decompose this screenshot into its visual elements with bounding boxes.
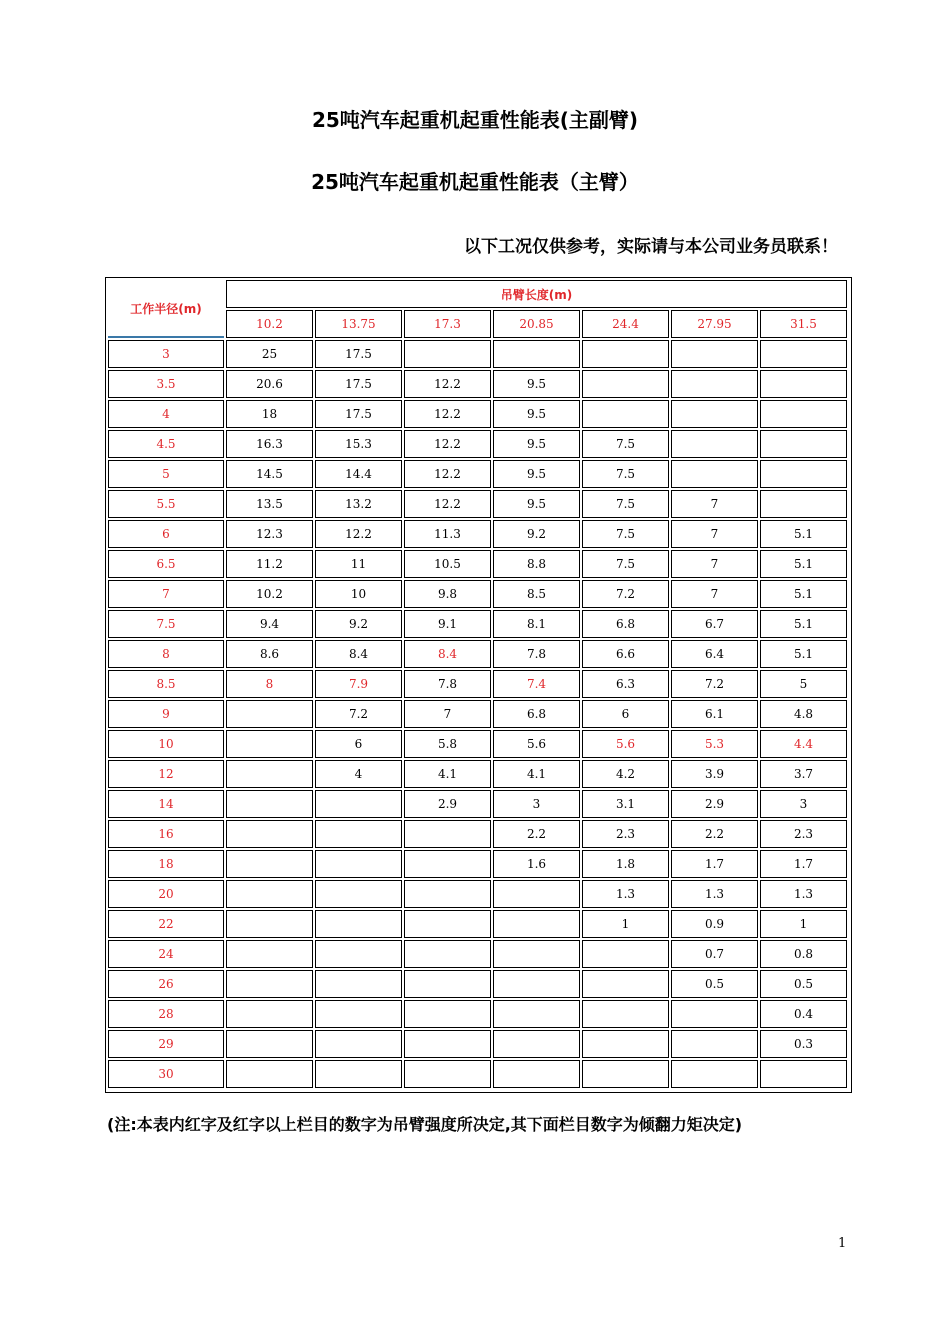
load-chart-table bbox=[106, 278, 849, 1090]
table-row bbox=[108, 640, 847, 668]
radius-cell: 12 bbox=[108, 760, 224, 788]
capacity-cell: 6.3 bbox=[582, 670, 669, 698]
radius-cell: 24 bbox=[108, 940, 224, 968]
capacity-cell: 9.4 bbox=[226, 610, 313, 638]
capacity-cell: 20.6 bbox=[226, 370, 313, 398]
capacity-cell bbox=[671, 460, 758, 488]
capacity-cell bbox=[671, 1060, 758, 1088]
radius-cell: 18 bbox=[108, 850, 224, 878]
capacity-cell: 0.5 bbox=[760, 970, 847, 998]
capacity-cell bbox=[226, 820, 313, 848]
capacity-cell: 4.8 bbox=[760, 700, 847, 728]
capacity-cell bbox=[315, 880, 402, 908]
capacity-cell: 17.5 bbox=[315, 370, 402, 398]
capacity-cell: 11.3 bbox=[404, 520, 491, 548]
radius-cell: 22 bbox=[108, 910, 224, 938]
table-row bbox=[108, 760, 847, 788]
capacity-cell: 10 bbox=[315, 580, 402, 608]
capacity-cell bbox=[226, 880, 313, 908]
boom-length-cell: 24.4 bbox=[582, 310, 669, 338]
capacity-cell bbox=[226, 1000, 313, 1028]
capacity-cell: 12.2 bbox=[315, 520, 402, 548]
page-title-main-boom: 25吨汽车起重机起重性能表（主臂） bbox=[311, 170, 639, 194]
table-row bbox=[108, 790, 847, 818]
table-row bbox=[108, 580, 847, 608]
radius-cell: 4 bbox=[108, 400, 224, 428]
capacity-cell bbox=[493, 1030, 580, 1058]
capacity-cell bbox=[404, 910, 491, 938]
capacity-cell: 2.3 bbox=[582, 820, 669, 848]
capacity-cell: 1.3 bbox=[582, 880, 669, 908]
capacity-cell: 8 bbox=[226, 670, 313, 698]
capacity-cell bbox=[315, 1060, 402, 1088]
table-row bbox=[108, 730, 847, 758]
capacity-cell: 12.3 bbox=[226, 520, 313, 548]
capacity-cell bbox=[315, 850, 402, 878]
capacity-cell bbox=[315, 820, 402, 848]
capacity-cell: 9.2 bbox=[315, 610, 402, 638]
capacity-cell bbox=[226, 760, 313, 788]
capacity-cell: 1.7 bbox=[760, 850, 847, 878]
capacity-cell: 12.2 bbox=[404, 460, 491, 488]
capacity-cell: 5.6 bbox=[493, 730, 580, 758]
capacity-cell: 5.6 bbox=[582, 730, 669, 758]
capacity-cell bbox=[493, 940, 580, 968]
capacity-cell bbox=[404, 940, 491, 968]
table-row bbox=[108, 460, 847, 488]
capacity-cell bbox=[226, 910, 313, 938]
capacity-cell: 11 bbox=[315, 550, 402, 578]
radius-cell: 7 bbox=[108, 580, 224, 608]
radius-cell: 9 bbox=[108, 700, 224, 728]
capacity-cell: 7.5 bbox=[582, 490, 669, 518]
boom-length-cell: 27.95 bbox=[671, 310, 758, 338]
capacity-cell: 6.4 bbox=[671, 640, 758, 668]
table-row bbox=[108, 910, 847, 938]
capacity-cell: 2.2 bbox=[671, 820, 758, 848]
capacity-cell: 1.8 bbox=[582, 850, 669, 878]
radius-cell: 26 bbox=[108, 970, 224, 998]
radius-cell: 6 bbox=[108, 520, 224, 548]
capacity-cell: 0.8 bbox=[760, 940, 847, 968]
capacity-cell bbox=[226, 850, 313, 878]
capacity-cell: 7 bbox=[671, 550, 758, 578]
capacity-cell bbox=[493, 970, 580, 998]
radius-cell: 8.5 bbox=[108, 670, 224, 698]
capacity-cell bbox=[582, 340, 669, 368]
table-row bbox=[108, 940, 847, 968]
capacity-cell bbox=[760, 370, 847, 398]
radius-cell: 28 bbox=[108, 1000, 224, 1028]
radius-cell: 6.5 bbox=[108, 550, 224, 578]
capacity-cell: 8.8 bbox=[493, 550, 580, 578]
capacity-cell: 4.1 bbox=[493, 760, 580, 788]
capacity-cell: 13.2 bbox=[315, 490, 402, 518]
capacity-cell: 9.5 bbox=[493, 430, 580, 458]
capacity-cell: 5.1 bbox=[760, 550, 847, 578]
capacity-cell: 7 bbox=[671, 580, 758, 608]
radius-cell: 10 bbox=[108, 730, 224, 758]
boom-length-cell: 10.2 bbox=[226, 310, 313, 338]
capacity-cell: 7.2 bbox=[315, 700, 402, 728]
capacity-cell: 12.2 bbox=[404, 370, 491, 398]
table-row bbox=[108, 850, 847, 878]
capacity-cell: 1 bbox=[582, 910, 669, 938]
capacity-cell bbox=[493, 1060, 580, 1088]
radius-cell: 5.5 bbox=[108, 490, 224, 518]
capacity-cell: 12.2 bbox=[404, 430, 491, 458]
capacity-cell: 7 bbox=[404, 700, 491, 728]
table-row bbox=[108, 490, 847, 518]
capacity-cell bbox=[315, 1030, 402, 1058]
radius-column-header: 工作半径(m) bbox=[108, 280, 224, 338]
capacity-cell bbox=[315, 940, 402, 968]
capacity-cell: 1.3 bbox=[760, 880, 847, 908]
capacity-cell bbox=[226, 1030, 313, 1058]
capacity-cell bbox=[760, 460, 847, 488]
capacity-cell: 17.5 bbox=[315, 340, 402, 368]
capacity-cell bbox=[226, 790, 313, 818]
capacity-cell bbox=[315, 970, 402, 998]
capacity-cell bbox=[404, 880, 491, 908]
capacity-cell: 5.3 bbox=[671, 730, 758, 758]
capacity-cell: 9.8 bbox=[404, 580, 491, 608]
capacity-cell: 4 bbox=[315, 760, 402, 788]
capacity-cell bbox=[226, 700, 313, 728]
capacity-cell: 8.5 bbox=[493, 580, 580, 608]
table-row bbox=[108, 610, 847, 638]
capacity-cell: 8.6 bbox=[226, 640, 313, 668]
load-rows bbox=[108, 340, 847, 1088]
capacity-cell: 2.9 bbox=[404, 790, 491, 818]
capacity-cell: 8.4 bbox=[315, 640, 402, 668]
capacity-cell: 0.3 bbox=[760, 1030, 847, 1058]
capacity-cell: 5 bbox=[760, 670, 847, 698]
capacity-cell: 4.1 bbox=[404, 760, 491, 788]
capacity-cell: 9.5 bbox=[493, 370, 580, 398]
capacity-cell: 2.3 bbox=[760, 820, 847, 848]
capacity-cell: 9.2 bbox=[493, 520, 580, 548]
capacity-cell: 6 bbox=[582, 700, 669, 728]
capacity-cell bbox=[671, 370, 758, 398]
capacity-cell bbox=[671, 1030, 758, 1058]
capacity-cell bbox=[226, 730, 313, 758]
capacity-cell: 1.7 bbox=[671, 850, 758, 878]
capacity-cell: 0.4 bbox=[760, 1000, 847, 1028]
capacity-cell: 25 bbox=[226, 340, 313, 368]
capacity-cell: 5.1 bbox=[760, 580, 847, 608]
radius-cell: 7.5 bbox=[108, 610, 224, 638]
capacity-cell bbox=[671, 1000, 758, 1028]
boom-length-header: 吊臂长度(m) bbox=[226, 280, 847, 308]
capacity-cell: 7.8 bbox=[493, 640, 580, 668]
table-row bbox=[108, 670, 847, 698]
capacity-cell bbox=[760, 490, 847, 518]
capacity-cell bbox=[226, 970, 313, 998]
boom-length-cell: 17.3 bbox=[404, 310, 491, 338]
reference-notice: 以下工况仅供参考，实际请与本公司业务员联系！ bbox=[464, 237, 838, 257]
capacity-cell bbox=[582, 940, 669, 968]
capacity-cell: 3.7 bbox=[760, 760, 847, 788]
radius-cell: 5 bbox=[108, 460, 224, 488]
capacity-cell: 8.1 bbox=[493, 610, 580, 638]
capacity-cell: 1.3 bbox=[671, 880, 758, 908]
page-title-main-aux-boom: 25吨汽车起重机起重性能表(主副臂) bbox=[311, 108, 639, 132]
capacity-cell: 7.8 bbox=[404, 670, 491, 698]
table-row bbox=[108, 550, 847, 578]
capacity-cell bbox=[582, 1030, 669, 1058]
capacity-cell: 9.5 bbox=[493, 400, 580, 428]
capacity-cell: 7.2 bbox=[582, 580, 669, 608]
capacity-cell: 7.5 bbox=[582, 520, 669, 548]
table-row bbox=[108, 370, 847, 398]
capacity-cell bbox=[493, 880, 580, 908]
capacity-cell: 9.5 bbox=[493, 460, 580, 488]
capacity-cell bbox=[404, 850, 491, 878]
capacity-cell: 7 bbox=[671, 490, 758, 518]
radius-cell: 30 bbox=[108, 1060, 224, 1088]
table-row bbox=[108, 340, 847, 368]
capacity-cell: 11.2 bbox=[226, 550, 313, 578]
capacity-cell bbox=[582, 1000, 669, 1028]
capacity-cell: 0.5 bbox=[671, 970, 758, 998]
capacity-cell bbox=[493, 340, 580, 368]
capacity-cell: 7 bbox=[671, 520, 758, 548]
capacity-cell: 0.7 bbox=[671, 940, 758, 968]
table-row bbox=[108, 430, 847, 458]
capacity-cell: 18 bbox=[226, 400, 313, 428]
capacity-cell bbox=[493, 910, 580, 938]
capacity-cell: 9.5 bbox=[493, 490, 580, 518]
capacity-cell bbox=[582, 1060, 669, 1088]
capacity-cell: 4.4 bbox=[760, 730, 847, 758]
capacity-cell: 6.7 bbox=[671, 610, 758, 638]
capacity-cell: 7.5 bbox=[582, 430, 669, 458]
capacity-cell: 1.6 bbox=[493, 850, 580, 878]
capacity-cell: 7.4 bbox=[493, 670, 580, 698]
capacity-cell: 0.9 bbox=[671, 910, 758, 938]
capacity-cell bbox=[404, 820, 491, 848]
capacity-cell bbox=[315, 1000, 402, 1028]
capacity-cell: 15.3 bbox=[315, 430, 402, 458]
capacity-cell: 2.9 bbox=[671, 790, 758, 818]
capacity-cell bbox=[493, 1000, 580, 1028]
capacity-cell bbox=[760, 400, 847, 428]
capacity-cell: 6.8 bbox=[582, 610, 669, 638]
radius-cell: 3.5 bbox=[108, 370, 224, 398]
radius-cell: 16 bbox=[108, 820, 224, 848]
capacity-cell bbox=[404, 1030, 491, 1058]
capacity-cell bbox=[404, 970, 491, 998]
capacity-cell: 6.6 bbox=[582, 640, 669, 668]
radius-cell: 8 bbox=[108, 640, 224, 668]
capacity-cell bbox=[760, 1060, 847, 1088]
boom-length-cell: 20.85 bbox=[493, 310, 580, 338]
radius-cell: 14 bbox=[108, 790, 224, 818]
footnote: (注:本表内红字及红字以上栏目的数字为吊臂强度所决定,其下面栏目数字为倾翻力矩决定) bbox=[107, 1115, 743, 1134]
capacity-cell bbox=[404, 340, 491, 368]
capacity-cell bbox=[671, 400, 758, 428]
capacity-cell bbox=[582, 370, 669, 398]
capacity-cell bbox=[404, 1000, 491, 1028]
table-row bbox=[108, 970, 847, 998]
capacity-cell: 13.5 bbox=[226, 490, 313, 518]
table-row bbox=[108, 520, 847, 548]
radius-cell: 4.5 bbox=[108, 430, 224, 458]
capacity-cell: 1 bbox=[760, 910, 847, 938]
capacity-cell: 3 bbox=[493, 790, 580, 818]
capacity-cell: 5.1 bbox=[760, 640, 847, 668]
capacity-cell: 12.2 bbox=[404, 490, 491, 518]
capacity-cell: 3.9 bbox=[671, 760, 758, 788]
table-row bbox=[108, 1030, 847, 1058]
capacity-cell: 3.1 bbox=[582, 790, 669, 818]
capacity-cell bbox=[226, 1060, 313, 1088]
capacity-cell: 6.8 bbox=[493, 700, 580, 728]
capacity-cell: 5.1 bbox=[760, 610, 847, 638]
capacity-cell: 12.2 bbox=[404, 400, 491, 428]
radius-cell: 20 bbox=[108, 880, 224, 908]
capacity-cell bbox=[760, 430, 847, 458]
capacity-cell: 10.5 bbox=[404, 550, 491, 578]
capacity-cell: 7.5 bbox=[582, 550, 669, 578]
capacity-cell: 14.4 bbox=[315, 460, 402, 488]
table-row bbox=[108, 700, 847, 728]
capacity-cell: 7.5 bbox=[582, 460, 669, 488]
boom-length-cell: 13.75 bbox=[315, 310, 402, 338]
boom-length-cell: 31.5 bbox=[760, 310, 847, 338]
table-row bbox=[108, 1000, 847, 1028]
capacity-cell: 6 bbox=[315, 730, 402, 758]
capacity-cell: 4.2 bbox=[582, 760, 669, 788]
radius-cell: 29 bbox=[108, 1030, 224, 1058]
capacity-cell: 2.2 bbox=[493, 820, 580, 848]
capacity-cell: 3 bbox=[760, 790, 847, 818]
capacity-cell bbox=[315, 790, 402, 818]
radius-cell: 3 bbox=[108, 340, 224, 368]
page-number: 1 bbox=[838, 1236, 847, 1251]
capacity-cell bbox=[315, 910, 402, 938]
table-row bbox=[108, 400, 847, 428]
capacity-cell bbox=[671, 340, 758, 368]
capacity-cell bbox=[582, 400, 669, 428]
table-row bbox=[108, 820, 847, 848]
capacity-cell: 17.5 bbox=[315, 400, 402, 428]
capacity-cell: 7.9 bbox=[315, 670, 402, 698]
capacity-cell bbox=[760, 340, 847, 368]
capacity-cell: 7.2 bbox=[671, 670, 758, 698]
capacity-cell bbox=[226, 940, 313, 968]
capacity-cell: 16.3 bbox=[226, 430, 313, 458]
capacity-cell bbox=[582, 970, 669, 998]
capacity-cell: 5.8 bbox=[404, 730, 491, 758]
capacity-cell: 14.5 bbox=[226, 460, 313, 488]
capacity-cell bbox=[404, 1060, 491, 1088]
capacity-cell: 10.2 bbox=[226, 580, 313, 608]
capacity-cell: 6.1 bbox=[671, 700, 758, 728]
capacity-cell: 9.1 bbox=[404, 610, 491, 638]
capacity-cell: 8.4 bbox=[404, 640, 491, 668]
capacity-cell: 5.1 bbox=[760, 520, 847, 548]
table-row bbox=[108, 880, 847, 908]
capacity-cell bbox=[671, 430, 758, 458]
table-row bbox=[108, 1060, 847, 1088]
